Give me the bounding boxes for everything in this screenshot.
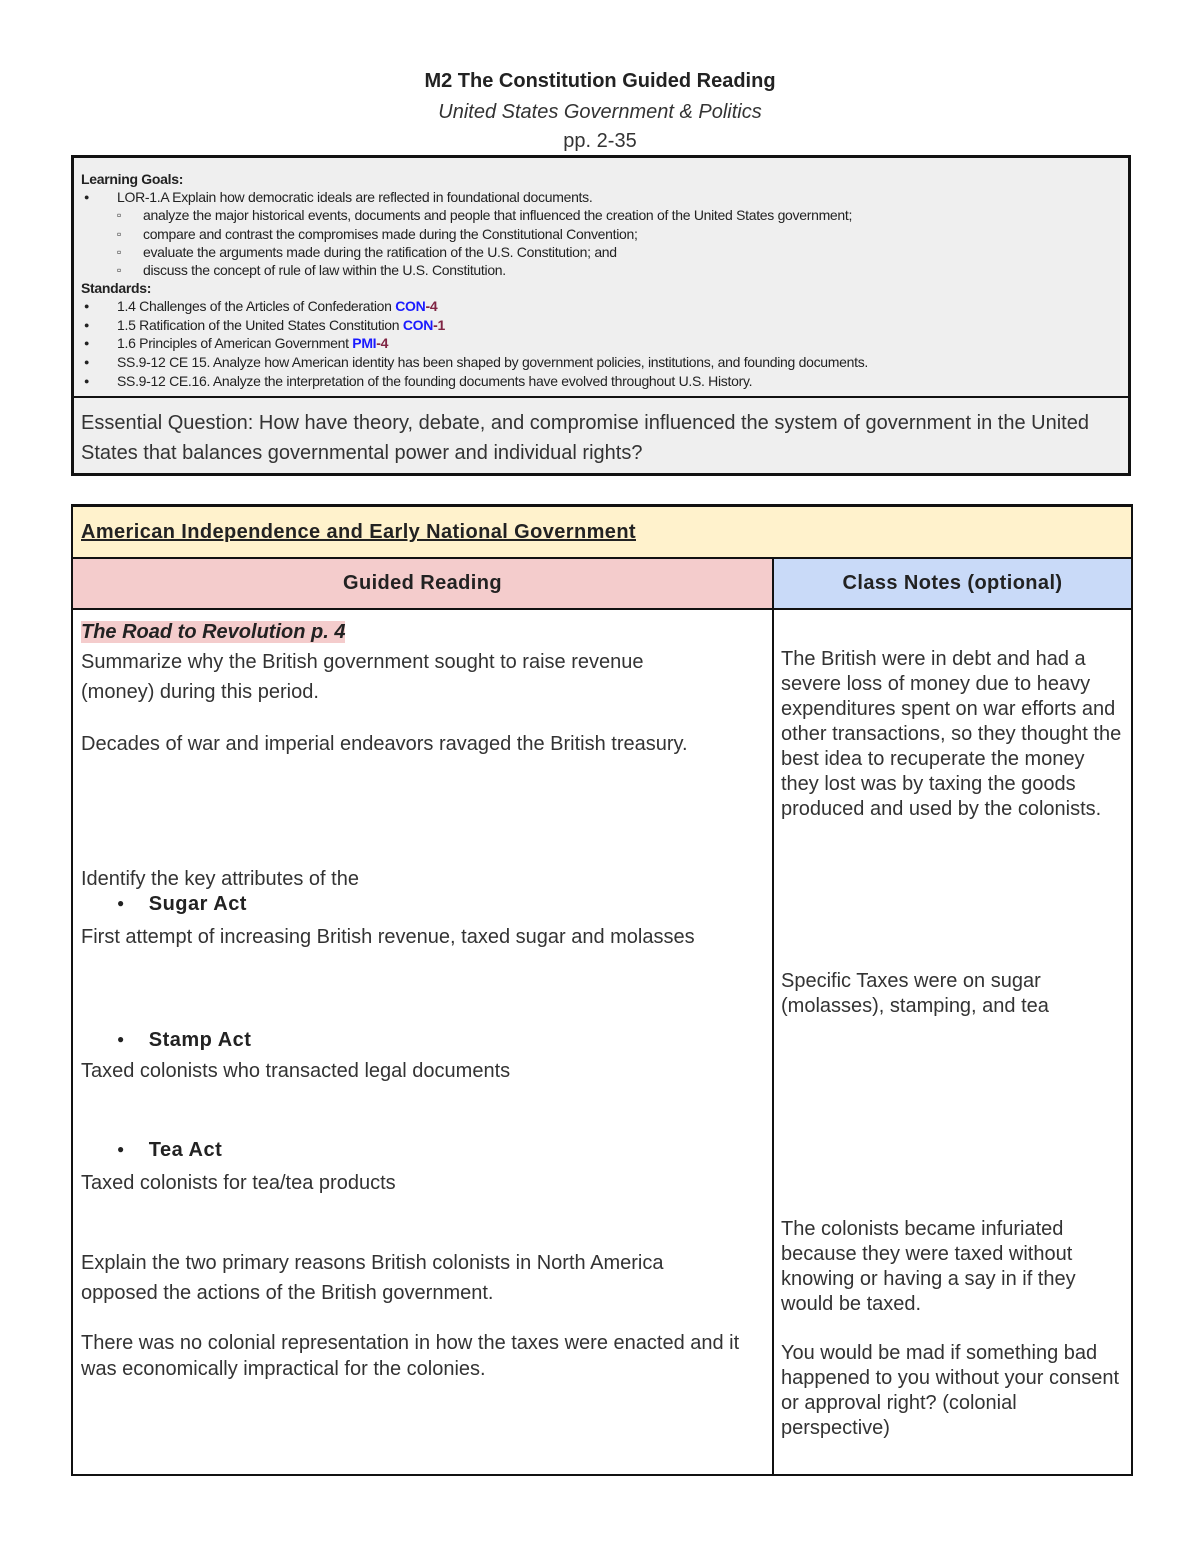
class-note: You would be mad if something bad happened to you without your consent or approval right? (colonial perspective) [781,1342,1120,1439]
question-1: Summarize why the British government sought to raise revenue (money) during this period. [81,651,644,703]
standard-code: CON [402,316,434,333]
class-note: Specific Taxes were on sugar (molasses), stamping, and tea [781,970,1049,1017]
answer-3: There was no colonial representation in how the taxes were enacted and it was economically impractical for the colonies. [81,1332,740,1380]
standard-item [81,297,868,315]
standard-item [81,334,868,352]
standard-text: 1.4 Challenges of the Articles of Confederation [117,298,396,315]
answer-1: Decades of war and imperial endeavors ravaged the British treasury. [81,733,688,755]
standard-code: CON [395,298,426,315]
question-3: Explain the two primary reasons British colonists in North America opposed the actions of the British government. [81,1252,664,1304]
column-divider [772,608,774,1474]
stamp-act-label: ● Stamp Act [117,1029,251,1052]
tea-act-answer: Taxed colonists for tea/tea products [81,1172,396,1194]
tea-act-label: ● Tea Act [117,1139,222,1162]
goals-box [71,155,1131,476]
page-range: pp. 2-35 [563,130,637,152]
subheading: The Road to Revolution p. 4 [81,621,346,643]
essential-question: Essential Question: How have theory, debate, and compromise influenced the system of government in the United States that balances governmental power and individual rights? [74,396,1128,478]
document-subtitle: United States Government & Politics [438,101,762,123]
learning-goals-heading: Learning Goals: [81,171,184,187]
question-2: Identify the key attributes of the [81,868,359,890]
standard-text: 1.5 Ratification of the United States Constitution [117,316,403,333]
standard-code: PMI [352,334,377,351]
standard-num: -1 [433,316,445,333]
class-notes-header: Class Notes (optional) [774,559,1131,610]
class-note: The colonists became infuriated because they were taxed without knowing or having a say in if they would be taxed. [781,1218,1076,1315]
standard-num: -4 [376,334,389,351]
class-note: The British were in debt and had a severe loss of money due to heavy expenditures spent on war efforts and other transactions, so they thought the best idea to recuperate the money they lost was by taxing the goods produced and used by the colonists. [781,648,1122,820]
section-title: American Independence and Early National Government [81,521,636,543]
goal-sub: ▫ discuss the concept of rule of law within the U.S. Constitution. [81,261,868,279]
reading-table [71,504,1133,1476]
goal-sub: ▫ analyze the major historical events, documents and people that influenced the creation of the United States government; [81,206,868,224]
ss-standard: ● SS.9-12 CE 15. Analyze how American identity has been shaped by government policies, institutions, and founding documents. [81,352,868,371]
goal-main: ● LOR-1.A Explain how democratic ideals are reflected in foundational documents. [81,188,868,206]
goal-sub: ▫ compare and contrast the compromises made during the Constitutional Convention; [81,225,868,243]
goal-sub: ▫ evaluate the arguments made during the ratification of the U.S. Constitution; and [81,243,868,261]
sugar-act-label: ● Sugar Act [117,893,247,916]
stamp-act-answer: Taxed colonists who transacted legal documents [81,1060,511,1082]
standard-num: -4 [425,298,438,315]
standard-text: 1.6 Principles of American Government [117,334,353,351]
standards-heading: Standards: [81,280,152,297]
standard-item [81,316,868,334]
ss-standard: ● SS.9-12 CE.16. Analyze the interpretation of the founding documents have evolved throughout U.S. History. [81,371,868,390]
sugar-act-answer: First attempt of increasing British revenue, taxed sugar and molasses [81,926,695,948]
section-header [73,507,1131,559]
document-title: M2 The Constitution Guided Reading [424,70,776,92]
guided-reading-header: Guided Reading [73,559,774,610]
